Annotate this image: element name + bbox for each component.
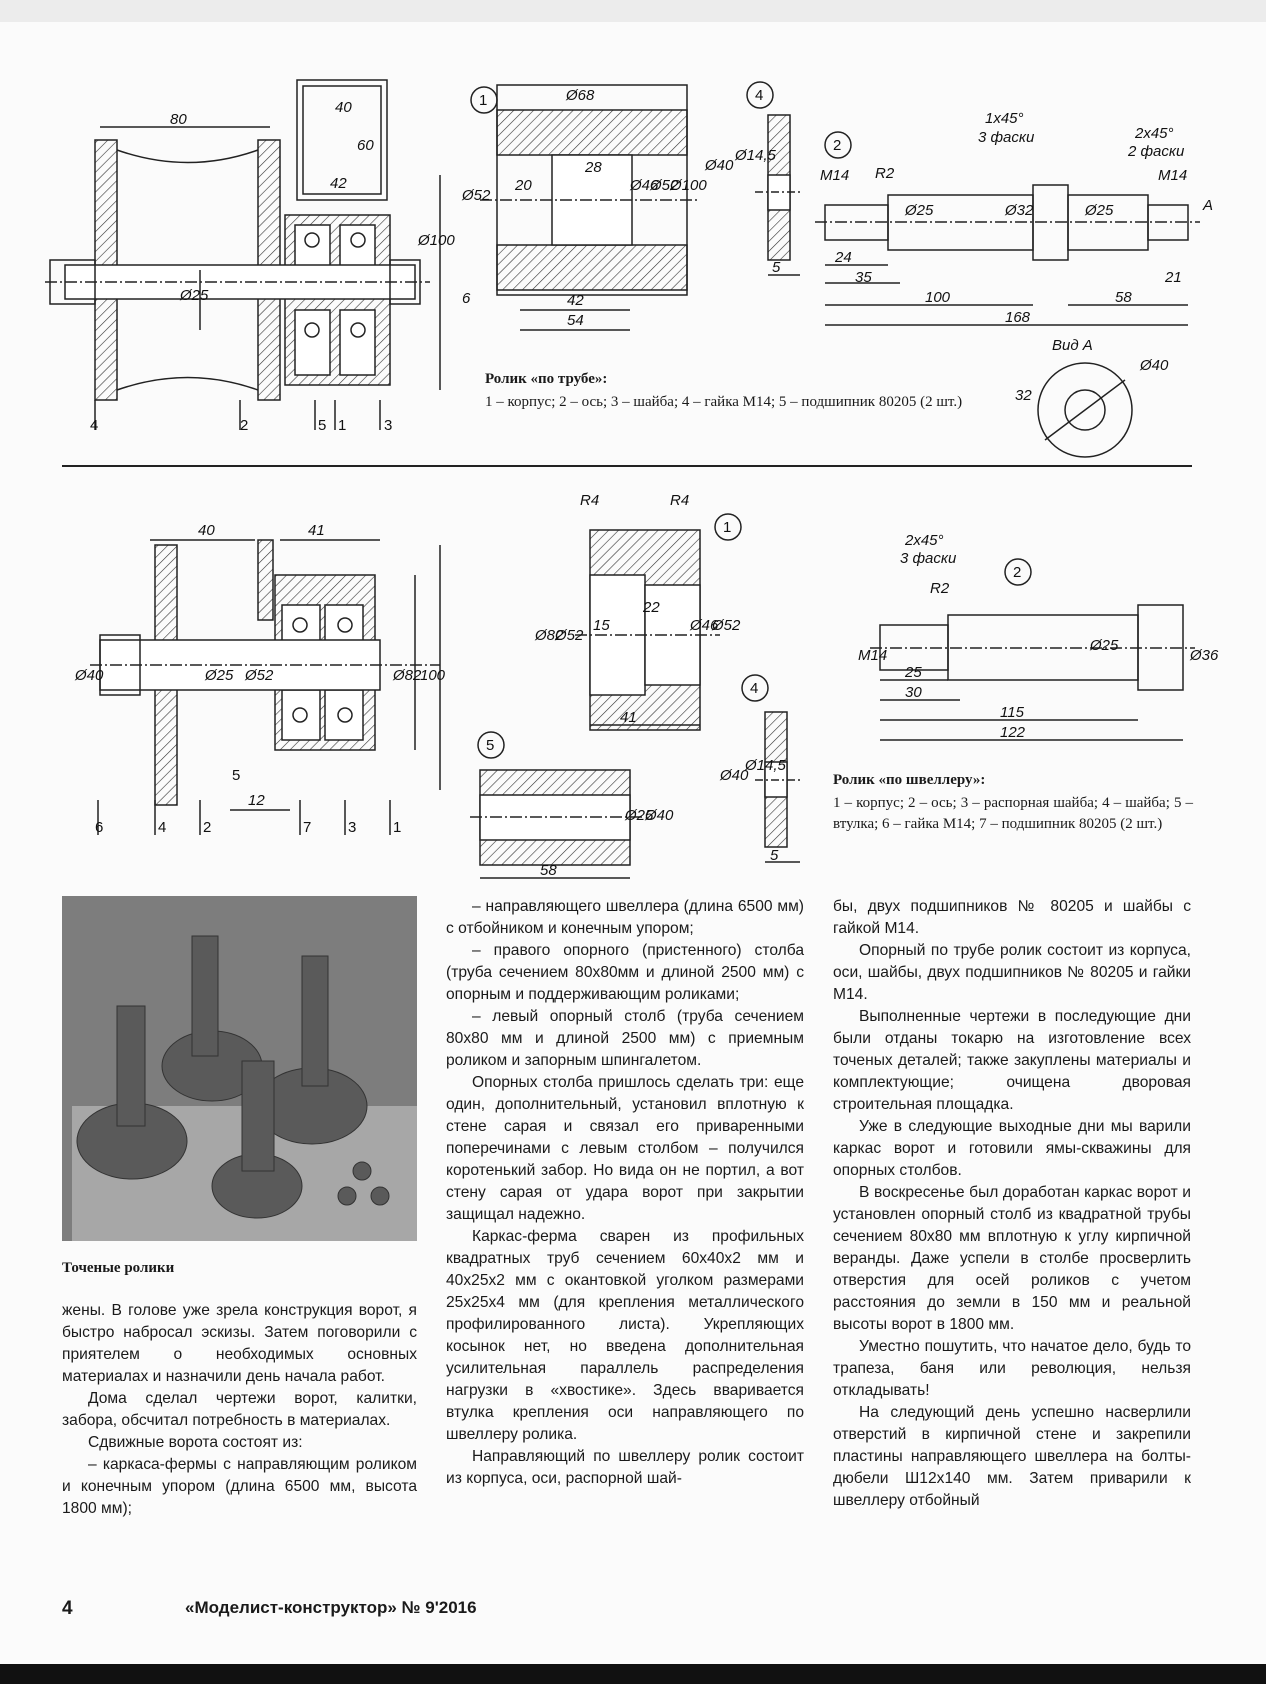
photo-caption: Точеные ролики	[62, 1260, 175, 1276]
pipe-roller-caption-text: 1 – корпус; 2 – ось; 3 – шайба; 4 – гайка М14; 5 – подшипник 80205 (2 шт.)	[485, 394, 963, 410]
channel-roller-caption	[833, 770, 1193, 835]
dim-i36: Ø36	[1190, 647, 1219, 664]
pipe-roller-washer-drawing	[747, 82, 800, 275]
dim-f52: Ø52	[555, 627, 584, 644]
dim-iR2: R2	[930, 580, 950, 597]
callout-1b: 1	[723, 519, 732, 536]
dim-f22: 22	[643, 599, 660, 616]
part-4: 4	[90, 417, 99, 434]
part-2: 2	[240, 417, 249, 434]
page-number: 4	[62, 1598, 73, 1619]
dim-42a: 42	[330, 175, 347, 192]
callout-2b: 2	[1013, 564, 1022, 581]
chamfer-i3: 3 фаски	[900, 550, 957, 567]
dim-h40: Ø40	[720, 767, 749, 784]
paragraph: Направляющий по швеллеру ролик состоит из корпуса, оси, распорной шай-	[446, 1448, 804, 1487]
part-e1: 1	[393, 819, 402, 836]
dim-6: 6	[462, 290, 471, 307]
dim-d14-5a: Ø14,5	[735, 147, 776, 164]
paragraph: Выполненные чертежи в последующие дни были отданы токарю на изготовление всех точеных деталей; также закуплены материалы и комплектующие; очищена дворовая строительная площадка.	[833, 1008, 1191, 1113]
text-column-1	[62, 1300, 417, 1520]
dim-f52b: Ø52	[712, 617, 741, 634]
dim-i25: Ø25	[1090, 637, 1119, 654]
dim-iM14: M14	[858, 647, 888, 664]
dim-58: 58	[1115, 289, 1132, 306]
dim-e40: 40	[198, 522, 215, 539]
callout-2a: 2	[833, 137, 842, 154]
paragraph: – каркаса-фермы с направляющим роликом и конечным упором (длина 6500 мм, высота 1800 мм);	[62, 1456, 417, 1517]
dim-d100a: Ø100	[418, 232, 455, 249]
dim-d40b: Ø40	[705, 157, 734, 174]
paragraph: Опорных столба пришлось сделать три: еще один, дополнительный, установил вплотную к стене сарая и связал его приваренными поперечинами с левым столбом – получился коротенький забор. Но вида он не портил, а вот стену сарая от удара ворот при закрытии защищал надежно.	[446, 1074, 804, 1223]
paragraph: Уже в следующие выходные дни мы варили каркас ворот и готовили ямы-скважины для опорных столбов.	[833, 1118, 1191, 1179]
dim-e52: Ø52	[245, 667, 274, 684]
dim-28: 28	[585, 159, 602, 176]
section-divider	[62, 465, 1192, 467]
pipe-roller-assembly	[45, 80, 440, 430]
text-column-2	[446, 896, 804, 1490]
paragraph: В воскресенье был доработан каркас ворот и установлен опорный столб из квадратной трубы сечением 80х80 мм вплотную к углу кирпичной веранды. Даже успели в столбе просверлить отверстия для осей роликов с учетом расстояния до земли в 150 мм и реальной высоты ворот в 1800 мм.	[833, 1184, 1191, 1333]
pipe-roller-caption	[485, 369, 985, 413]
dim-80: 80	[170, 111, 187, 128]
chamfer-3: 3 фаски	[978, 129, 1035, 146]
dim-e41: 41	[308, 522, 325, 539]
channel-roller-bushing-drawing	[470, 732, 645, 878]
dim-i122: 122	[1000, 724, 1026, 741]
dim-100c: 100	[925, 289, 951, 306]
dim-i30: 30	[905, 684, 922, 701]
dim-fR4a: R4	[580, 492, 600, 509]
part-5: 5	[318, 417, 327, 434]
paragraph: – левый опорный столб (труба сечением 80х80 мм и длиной 2500 мм) с приемным роликом и запорным шпингалетом.	[446, 1008, 804, 1069]
channel-roller-axle-drawing	[870, 559, 1195, 740]
dim-e12: 12	[248, 792, 265, 809]
paragraph: Опорный по трубе ролик состоит из корпуса, оси, шайбы, двух подшипников № 80205 и гайки М14.	[833, 942, 1191, 1003]
dim-d25a: Ø25	[180, 287, 209, 304]
part-1: 1	[338, 417, 347, 434]
paragraph: Дома сделал чертежи ворот, калитки, забора, обсчитал потребность в материалах.	[62, 1390, 417, 1429]
dim-d32: Ø32	[1005, 202, 1034, 219]
paragraph: жены. В голове уже зрела конструкция ворот, я быстро набросал эскизы. Затем поговорили с приятелем о необходимых основных материалах и назначили день начала работ.	[62, 1302, 417, 1385]
dim-g25: Ø25	[625, 807, 654, 824]
part-e2: 2	[203, 819, 212, 836]
pipe-roller-caption-title: Ролик «по трубе»:	[485, 371, 608, 387]
paragraph: – направляющего швеллера (длина 6500 мм) с отбойником и конечным упором;	[446, 898, 804, 937]
dim-d68: Ø68	[566, 87, 595, 104]
dim-f41: 41	[620, 709, 637, 726]
dim-40a: 40	[335, 99, 352, 116]
channel-roller-assembly	[90, 540, 440, 835]
part-e7: 7	[303, 819, 312, 836]
dim-e82: Ø82	[393, 667, 422, 684]
dim-d46a: Ø46	[630, 177, 659, 194]
paragraph: На следующий день успешно насверлили отверстий в кирпичной стене и закрепили пластины направляющего швеллера на болты-дюбели Ш12х140 мм. Затем приварили к швеллеру отбойный	[833, 1404, 1191, 1509]
part-3: 3	[384, 417, 393, 434]
dim-20: 20	[515, 177, 532, 194]
dim-21: 21	[1165, 269, 1182, 286]
callout-5: 5	[486, 737, 495, 754]
chamfer-i2x45: 2x45°	[905, 532, 944, 549]
paragraph: Сдвижные ворота состоят из:	[88, 1434, 303, 1451]
dim-e40d: Ø40	[75, 667, 104, 684]
part-e5: 5	[232, 767, 241, 784]
text-column-3	[833, 896, 1191, 1512]
dim-d52b: Ø52	[650, 177, 679, 194]
dim-35: 35	[855, 269, 872, 286]
callout-1a: 1	[479, 92, 488, 109]
dim-168: 168	[1005, 309, 1031, 326]
dim-32b: 32	[1015, 387, 1032, 404]
paragraph: Уместно пошутить, что начатое дело, будь то трапеза, баня или революция, нельзя откладывать!	[833, 1338, 1191, 1399]
chamfer-2x45: 2x45°	[1135, 125, 1174, 142]
dim-g58: 58	[540, 862, 557, 879]
dim-f46: Ø46	[690, 617, 719, 634]
dim-d100b: Ø100	[670, 177, 707, 194]
view-a-marker: A	[1203, 197, 1214, 214]
dim-m14b: M14	[1158, 167, 1188, 184]
channel-roller-caption-text: 1 – корпус; 2 – ось; 3 – распорная шайба; 4 – шайба; 5 – втулка; 6 – гайка М14; 7 – подшипник 80205 (2 шт.)	[833, 795, 1193, 832]
part-e3: 3	[348, 819, 357, 836]
channel-roller-caption-title: Ролик «по швеллеру»:	[833, 772, 986, 788]
view-a-title: Вид А	[1052, 337, 1093, 354]
paragraph: – правого опорного (пристенного) столба (труба сечением 80х80мм и длиной 2500 мм) с опорным и поддерживающим роликами;	[446, 942, 804, 1003]
dim-d25b: Ø25	[905, 202, 934, 219]
dim-i115: 115	[1000, 704, 1024, 721]
dim-e25: Ø25	[205, 667, 234, 684]
magazine-footer: «Моделист-конструктор» № 9'2016	[185, 1598, 477, 1617]
dim-e100: 100	[420, 667, 446, 684]
dim-f82: Ø82	[535, 627, 564, 644]
dim-42b: 42	[567, 292, 584, 309]
dim-54: 54	[567, 312, 584, 329]
callout-4b: 4	[750, 680, 759, 697]
chamfer-1x45: 1x45°	[985, 110, 1024, 127]
dim-f15: 15	[593, 617, 610, 634]
dim-d40c: Ø40	[1140, 357, 1169, 374]
dim-5a: 5	[772, 259, 781, 276]
dim-24: 24	[835, 249, 852, 266]
dim-60: 60	[357, 137, 374, 154]
dim-d25c: Ø25	[1085, 202, 1114, 219]
part-e4: 4	[158, 819, 167, 836]
turned-rollers-photo	[62, 896, 417, 1241]
part-e6: 6	[95, 819, 104, 836]
dim-m14a: M14	[820, 167, 850, 184]
pipe-roller-body-drawing	[471, 85, 700, 330]
paragraph: бы, двух подшипников № 80205 и шайбы с гайкой М14.	[833, 898, 1191, 937]
dim-fR4b: R4	[670, 492, 690, 509]
dim-h5: 5	[770, 847, 779, 864]
dim-g40: Ø40	[645, 807, 674, 824]
paragraph: Каркас-ферма сварен из профильных квадратных труб сечением 60х40х2 мм и 40х25х2 мм с окантовкой уголком размерами 25х25х4 мм (для крепления металлического профилированного листа). Укрепляющих косынок нет, но введена дополнительная усилительная параллель распределения нагрузки в «хвостике». Здесь вваривается втулка крепления оси направляющего по швеллеру ролика.	[446, 1228, 804, 1443]
dim-h14-5: Ø14,5	[745, 757, 786, 774]
dim-d52a: Ø52	[462, 187, 491, 204]
scan-bottom-bar	[0, 1664, 1266, 1684]
callout-4a: 4	[755, 87, 764, 104]
dim-i25b: 25	[905, 664, 922, 681]
dim-r2a: R2	[875, 165, 895, 182]
chamfer-2: 2 фаски	[1128, 143, 1185, 160]
